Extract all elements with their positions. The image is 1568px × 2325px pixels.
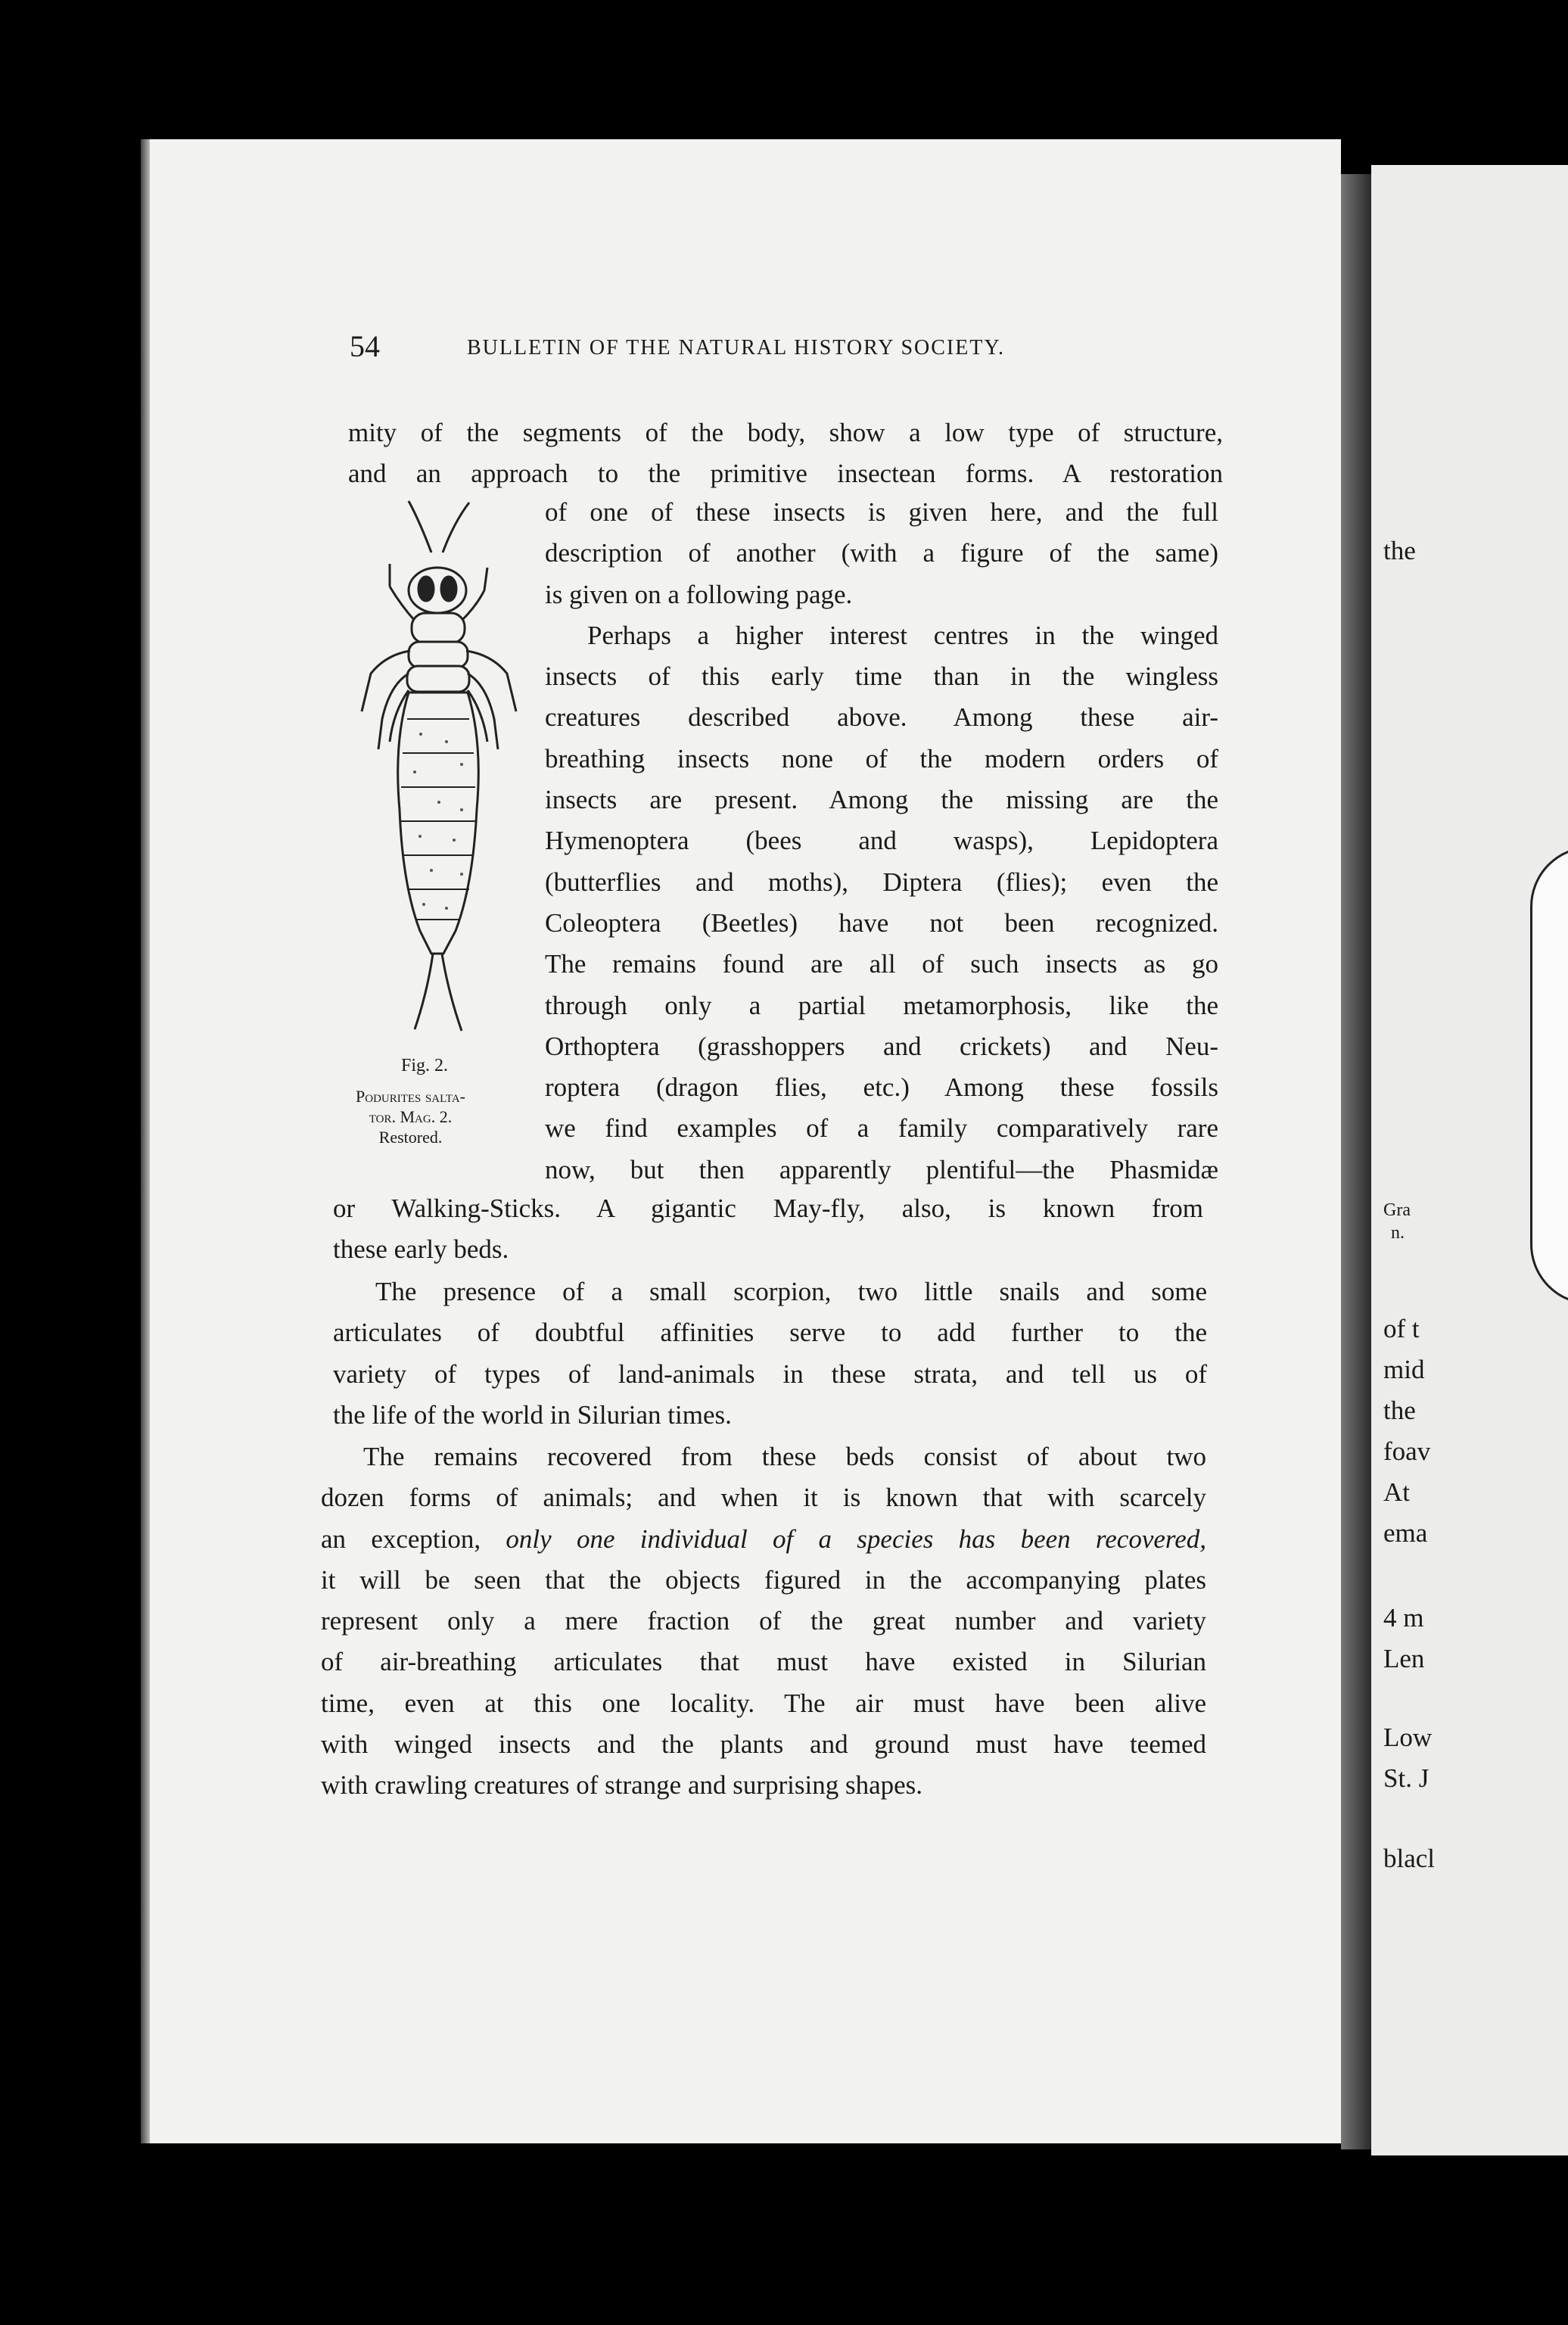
caption-line: Restored.: [378, 1128, 443, 1147]
book-gutter: [1341, 174, 1371, 2149]
text-line: with winged insects and the plants and ground must have teemed: [321, 1729, 1206, 1760]
text-line: [321, 1519, 1206, 1560]
text-line: is given on a following page.: [545, 579, 853, 609]
text-line: represent only a mere fraction of the great number and variety: [321, 1606, 1206, 1636]
text-line: now, but then apparently plentiful—the Phasmidæ: [545, 1154, 1218, 1184]
text-line: breathing insects none of the modern orders of: [545, 743, 1218, 773]
text-line: The remains recovered from these beds consist of about two: [363, 1442, 1206, 1471]
text-line: Perhaps a higher interest centres in the winged: [587, 620, 1218, 650]
text-line: articulates of doubtful affinities serve to add further to the: [333, 1318, 1207, 1348]
text-line: description of another (with a figure of the same): [545, 538, 1218, 568]
text-run: an exception,: [321, 1524, 506, 1554]
text-line: insects of this early time than in the wingless: [545, 661, 1218, 692]
paragraph-scorpion: [333, 1271, 1207, 1436]
text-line: The presence of a small scorpion, two little snails and some: [375, 1277, 1207, 1306]
fragment-text: Gra: [1383, 1200, 1411, 1220]
text-line: insects are present. Among the missing are the: [545, 785, 1218, 815]
fragment-text: Len: [1383, 1644, 1425, 1673]
fragment-text: Low: [1383, 1723, 1433, 1752]
fragment-text: St. J: [1383, 1763, 1430, 1793]
text-line: with crawling creatures of strange and surprising shapes.: [321, 1770, 923, 1801]
next-page-fragment: [1371, 165, 1568, 2155]
paragraph-intro: [348, 412, 1223, 495]
text-line: we find examples of a family comparatively rare: [545, 1113, 1218, 1144]
text-line: and an approach to the primitive insectean forms. A restoration: [348, 459, 1223, 489]
text-line: Coleoptera (Beetles) have not been recognized.: [545, 907, 1218, 938]
italic-emphasis: only one individual of a species has been recovered,: [506, 1524, 1206, 1554]
text-line: Hymenoptera (bees and wasps), Lepidoptera: [545, 826, 1218, 856]
text-line: Orthoptera (grasshoppers and crickets) and Neu-: [545, 1031, 1218, 1061]
text-line: of one of these insects is given here, and the full: [545, 497, 1218, 527]
text-line: the life of the world in Silurian times.: [333, 1399, 732, 1430]
text-line: creatures described above. Among these air-: [545, 702, 1218, 733]
fragment-text: ema: [1383, 1518, 1428, 1548]
fragment-text: of t: [1383, 1314, 1420, 1343]
running-title: BULLETIN OF THE NATURAL HISTORY SOCIETY.: [467, 336, 1006, 359]
next-page-figure: [1530, 846, 1568, 1305]
fragment-text: n.: [1391, 1223, 1405, 1243]
caption-line: tor. Mag. 2.: [369, 1107, 453, 1126]
page-edge: [141, 139, 150, 2143]
fragment-text: the: [1383, 536, 1416, 565]
text-line: variety of types of land-animals in these strata, and tell us of: [333, 1359, 1207, 1389]
text-line: roptera (dragon flies, etc.) Among these fossils: [545, 1072, 1218, 1103]
figure-caption: [291, 1086, 530, 1147]
text-line: of air-breathing articulates that must have existed in Silurian: [321, 1647, 1206, 1677]
fragment-text: the: [1383, 1396, 1416, 1425]
text-line: it will be seen that the objects figured in the accompanying plates: [321, 1564, 1206, 1595]
fragment-text: blacl: [1383, 1844, 1436, 1873]
text-line: or Walking-Sticks. A gigantic May-fly, also, is known from: [333, 1194, 1203, 1223]
text-line: (butterflies and moths), Diptera (flies); even the: [545, 867, 1218, 897]
caption-line: Podurites salta-: [356, 1087, 465, 1106]
text-line: mity of the segments of the body, show a low type of structure,: [348, 418, 1223, 447]
fragment-text: At: [1383, 1477, 1410, 1507]
text-line: through only a partial metamorphosis, like the: [545, 990, 1218, 1020]
figure-label: Fig. 2.: [401, 1056, 449, 1075]
paragraph-continuation: [333, 1188, 1203, 1271]
running-head: [350, 328, 1243, 374]
paragraph-beside-figure: [545, 492, 1218, 1191]
text-line: these early beds.: [333, 1234, 509, 1265]
text-line: time, even at this one locality. The air must have been alive: [321, 1688, 1206, 1718]
fragment-text: mid: [1383, 1355, 1425, 1384]
page-number: 54: [350, 329, 380, 363]
fragment-text: foav: [1383, 1436, 1431, 1466]
insect-figure: [348, 492, 530, 1052]
fragment-text: 4 m: [1383, 1603, 1424, 1632]
paragraph-remains: [321, 1436, 1206, 1807]
podurites-illustration: [348, 492, 530, 1052]
text-line: The remains found are all of such insects as go: [545, 949, 1218, 979]
text-line: dozen forms of animals; and when it is known that with scarcely: [321, 1483, 1206, 1513]
